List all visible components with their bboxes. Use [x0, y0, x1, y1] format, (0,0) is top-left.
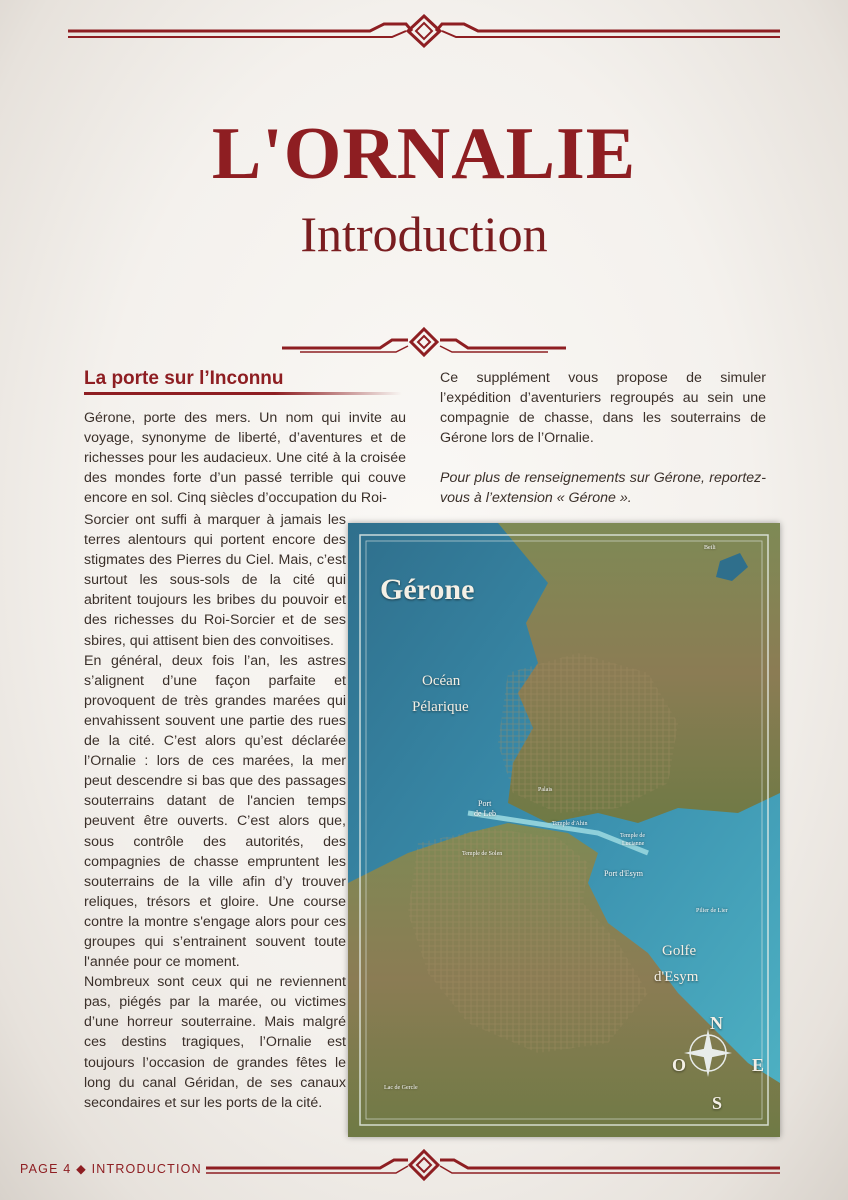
ornament-divider-icon — [0, 326, 848, 358]
place-label: Pilier de Lier — [696, 908, 728, 914]
place-label: Palais — [538, 787, 553, 793]
page-subtitle: Introduction — [300, 206, 548, 262]
place-label: Lucianne — [622, 841, 645, 847]
paragraph: Gérone, porte des mers. Un nom qui invite au voyage, synonyme de liberté, d’aventures et de richesses pour les audacieux. Une cité à la croisée des mondes forte d’un passé terrible qui couve encore en sol. Cinq siècles d’occupation du Roi- — [84, 410, 406, 507]
paragraph: Ce supplément vous propose de simuler l’expédition d’aventuriers regroupés au sein une compagnie de chasse, dans les souterrains de Gérone lors de l’Ornalie. — [440, 370, 766, 447]
city-map — [348, 523, 780, 1137]
page-title: L'ORNALIE — [211, 113, 637, 195]
compass-north: N — [710, 1013, 723, 1033]
paragraph: En général, deux fois l’an, les astres s’alignent d’une façon parfaite et provoquent de très grandes marées qui envahissent souvent une partie des rues de la cité. C’est alors qu’est déclarée l’Ornalie : lors de ces marées, la mer peut descendre si bas que des passages souterrains datant de l'ancien temps peuvent être ouverts. C’est alors que, sous contrôle des autorités, des compagnies de chasse empruntent les souterrains de la ville afin d’y trouver reliques, trésors et gloire. Une course contre la montre s'engage alors pour ces groupes qui s’entrainent souvent toute l'année pour ce moment. — [84, 652, 346, 971]
ocean-label: Océan — [422, 673, 461, 689]
ornament-divider-icon — [0, 10, 848, 50]
compass-east: E — [752, 1055, 765, 1075]
heading-underline — [84, 392, 402, 395]
place-label: Temple de Solen — [462, 851, 503, 857]
port-label: Port d'Esym — [604, 869, 643, 878]
paragraph: Nombreux sont ceux qui ne reviennent pas, piégés par la marée, ou victimes d’une horreur souterraine. Mais malgré ces destins tragiques, l’Ornalie est toujours l’occasion de grandes fêtes le long du canal Géridan, de ses canaux secondaires et sur les ports de la cité. — [84, 974, 346, 1111]
place-label: Temple d'Ahin — [552, 821, 588, 827]
paragraph: Sorcier ont suffi à marquer à jamais les terres alentours qui portent encore des stigmates des Pierres du Ciel. Mais, c’est surtout les sous-sols de la cité qui abritent toujours les bribes du pouvoir et des richesses du Roi-Sorcier et de ses sbires, qui attisent bien des convoitises. — [84, 512, 346, 649]
compass-south: S — [712, 1093, 723, 1113]
section-heading: La porte sur l’Inconnu — [84, 368, 284, 389]
intro-text-narrow — [84, 510, 346, 1113]
reference-note: Pour plus de renseignements sur Gérone, reportez-vous à l’extension « Gérone ». — [440, 470, 766, 507]
ocean-label: Pélarique — [412, 699, 469, 715]
map-title: Gérone — [380, 573, 475, 606]
compass-west: O — [672, 1055, 687, 1075]
gulf-label: d'Esym — [654, 969, 699, 985]
gulf-label: Golfe — [662, 943, 697, 959]
intro-text-wide — [84, 408, 406, 508]
place-label: Beili — [704, 545, 716, 551]
page-footer: PAGE 4 ◆ INTRODUCTION — [20, 1162, 202, 1176]
place-label: Temple de — [620, 833, 646, 839]
map-illustration — [348, 523, 780, 1137]
port-label: de Leb — [474, 809, 496, 818]
port-label: Port — [478, 799, 492, 808]
right-column-text — [440, 368, 766, 509]
place-label: Lac de Gercle — [384, 1085, 418, 1091]
